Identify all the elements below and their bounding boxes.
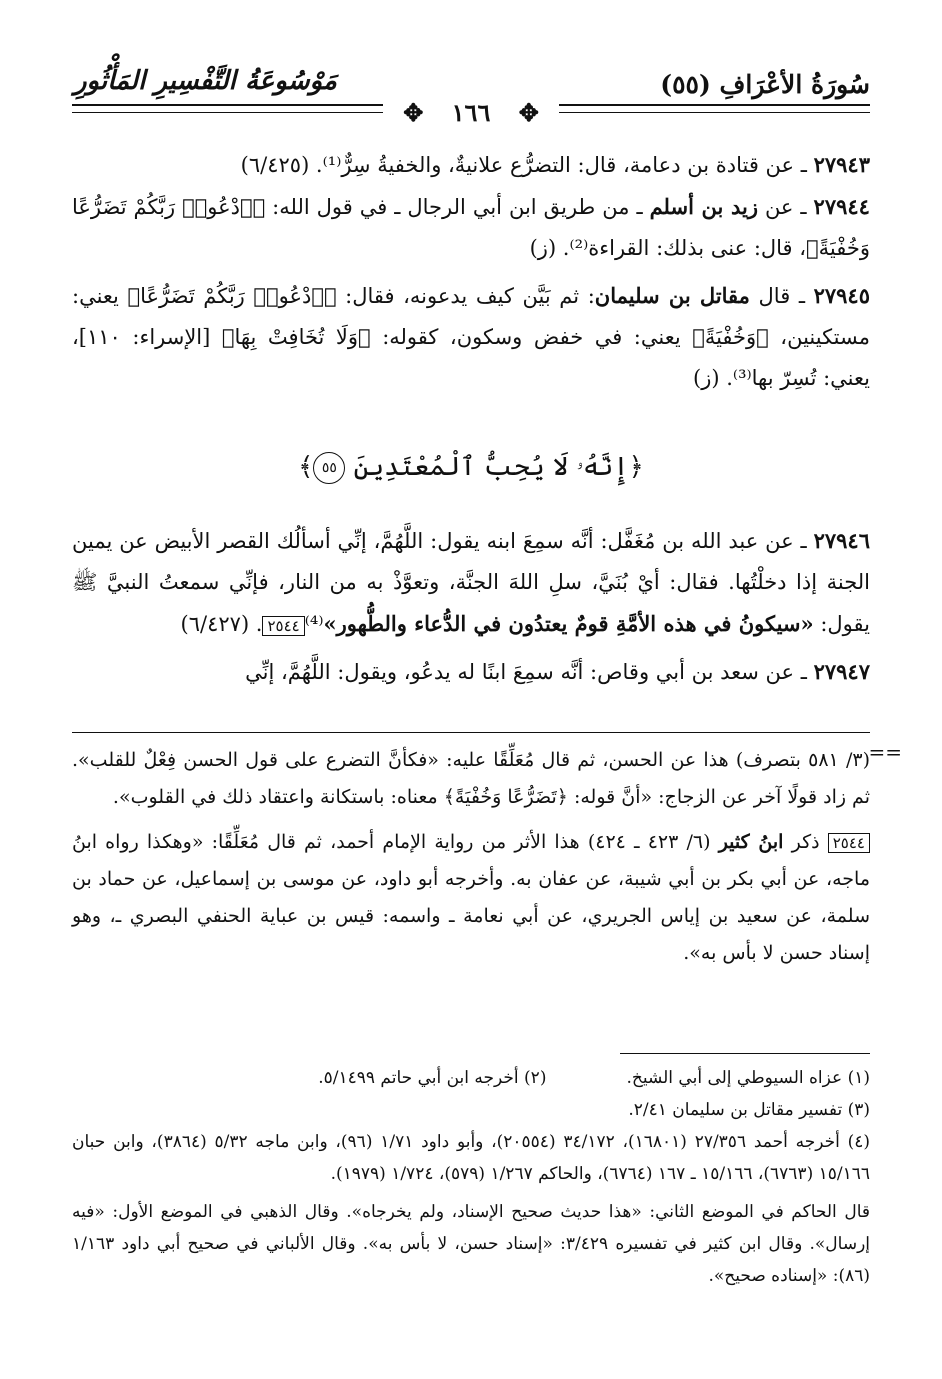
entry xyxy=(72,651,870,693)
entry xyxy=(72,520,870,645)
verse-text: ﴿إِنَّهُۥ لَا يُحِبُّ ٱلْمُعْتَدِينَ xyxy=(353,452,644,482)
narrator-name: مقاتل بن سليمان xyxy=(594,283,750,308)
footnote: قال الحاكم في الموضع الثاني: «هذا حديث صحيح الإسناد، ولم يخرجاه». وقال الذهبي في الموضع الأول: «فيه إرسال». وقال ابن كثير في تفسيره ٣/٤٢٩: «إسناد حسن، لا بأس به». وقال الألباني في صحيح أبي داود ١/١٦٣ (٨٦): «إسناده صحيح». xyxy=(72,1202,870,1286)
entry-number: ٢٧٩٤٥ xyxy=(813,283,870,308)
ornament-icon: ✥ xyxy=(509,98,549,127)
footnote-row xyxy=(72,1062,870,1094)
entry-text: ـ عن قتادة بن دعامة، قال: التضرُّع علانيةٌ، والخفيةُ سِرٌّ⁽¹⁾. (٦/٤٢٥) xyxy=(240,153,807,177)
book-title: مَوْسُوعَةُ التَّفْسِيرِ المَأْثُورِ xyxy=(74,66,337,96)
entry xyxy=(72,186,870,269)
entries-block-2 xyxy=(72,520,870,693)
hadith-text: «سيكونُ في هذه الأمَّةِ قومٌ يعتدُون في الدُّعاء والطُّهور» xyxy=(323,611,814,636)
footnote: (١) عزاه السيوطي إلى أبي الشيخ. xyxy=(626,1068,870,1088)
footnote: (٢) أخرجه ابن أبي حاتم ٥/١٤٩٩. xyxy=(318,1068,547,1088)
entry xyxy=(72,144,870,186)
entry-text: : ثم بَيَّن كيف يدعونه، فقال: ﴿ٱدْعُوا۟ رَبَّكُمْ تَضَرُّعًا﴾ يعني: مستكينين، ﴿وَخُفْيَةً﴾ يعني: في خفض وسكون، كقوله: ﴿وَلَا تُخَافِتْ بِهَا﴾ [الإسراء: ١١٠]، يعني: تُسِرّ بها⁽³⁾. (ز) xyxy=(72,284,870,390)
entries-block xyxy=(72,144,870,399)
surah-header: سُورَةُ الأعْرَافِ (٥٥) xyxy=(660,70,870,99)
commentary-separator xyxy=(72,732,870,733)
continuation-mark: == xyxy=(868,740,902,764)
footnote: (٣) تفسير مقاتل بن سليمان ٢/٤١. xyxy=(628,1100,870,1120)
commentary-para: (٣/ ٥٨١ بتصرف) هذا عن الحسن، ثم قال مُعَلِّقًا عليه: «فكأنَّ التضرع على قول الحسن فِعْلٌ للقلب». ثم زاد قولًا آخر عن الزجاج: «أنَّ قوله: ﴿تَضَرُّعًا وَخُفْيَةً﴾ معناه: باستكانة واعتقاد ذلك في القلوب». xyxy=(72,749,870,808)
verse-heading xyxy=(72,452,870,484)
page-number-wrap xyxy=(0,98,942,127)
footnote-ref: ⁽⁴⁾ xyxy=(304,612,324,636)
entry-text: ـ قال xyxy=(758,284,805,308)
commentary-text: (٦/ ٤٢٣ ـ ٤٢٤) هذا الأثر من رواية الإمام أحمد، ثم قال مُعَلِّقًا: «وهكذا رواه ابنُ ماجه، عن أبي بكر بن أبي شيبة، عن عفان به. وأخرجه أبو داود، عن موسى بن إسماعيل، عن حماد بن سلمة، عن سعيد بن إياس الجريري، عن أبي نعامة ـ واسمه: قيس بن عباية الحنفي البصري ـ، وهو إسناد حسن لا بأس به». xyxy=(72,831,870,964)
footnotes xyxy=(72,1062,870,1292)
page-number: ١٦٦ xyxy=(442,98,501,127)
ornament-icon: ✥ xyxy=(393,98,433,127)
verse-close: ﴾ xyxy=(298,452,314,482)
author-name: ابنُ كثير xyxy=(718,831,784,853)
cross-ref-box: ٢٥٤٤ xyxy=(262,616,304,636)
entry xyxy=(72,275,870,399)
entry-number: ٢٧٩٤٦ xyxy=(813,528,870,553)
entry-number: ٢٧٩٤٧ xyxy=(813,659,870,684)
narrator-name: زيد بن أسلم xyxy=(649,194,758,219)
entry-text: ـ عن xyxy=(764,195,807,219)
entry-text: ـ عن عبد الله بن مُغَفَّل: أنَّه سمِعَ ابنه يقول: اللَّهُمَّ، إنِّي أسألُك القصر الأبيض عن يمين الجنة إذا دخلْتُها. فقال: أيْ بُنَيَّ، سلِ اللهَ الجنَّة، وتعوَّذْ به من النار، فإنِّي سمعتُ النبيَّ ﷺ يقول: xyxy=(72,529,870,636)
entry-text: ـ عن سعد بن أبي وقاص: أنَّه سمِعَ ابنًا له يدعُو، ويقول: اللَّهُمَّ، إنِّي xyxy=(245,660,807,684)
commentary-text: ذكر xyxy=(791,831,820,853)
ayah-number: ٥٥ xyxy=(313,452,345,484)
footnote: (٤) أخرجه أحمد ٢٧/٣٥٦ (١٦٨٠١)، ٣٤/١٧٢ (٢٠٥٥٤)، وأبو داود ١/٧١ (٩٦)، وابن ماجه ٥/٣٢ (٣٨٦٤)، وابن حبان ١٥/١٦٦ (٦٧٦٣)، ١٥/١٦٦ ـ ١٦٧ (٦٧٦٤)، والحاكم ١/٢٦٧ (٥٧٩)، ١/٧٢٤ (١٩٧٩). xyxy=(72,1132,870,1184)
entry-text: . (٦/٤٢٧) xyxy=(180,612,263,636)
entry-number: ٢٧٩٤٤ xyxy=(813,194,870,219)
cross-ref-box: ٢٥٤٤ xyxy=(828,833,870,853)
footnote-separator xyxy=(620,1053,870,1054)
commentary-para xyxy=(72,824,870,972)
entry-text: ـ من طريق ابن أبي الرجال ـ في قول الله: ﴿ٱدْعُوا۟ رَبَّكُمْ تَضَرُّعًا وَخُفْيَةً﴾، قال: عنى بذلك: القراءة⁽²⁾. (ز) xyxy=(72,195,870,260)
commentary-block xyxy=(72,742,870,972)
entry-number: ٢٧٩٤٣ xyxy=(813,152,870,177)
